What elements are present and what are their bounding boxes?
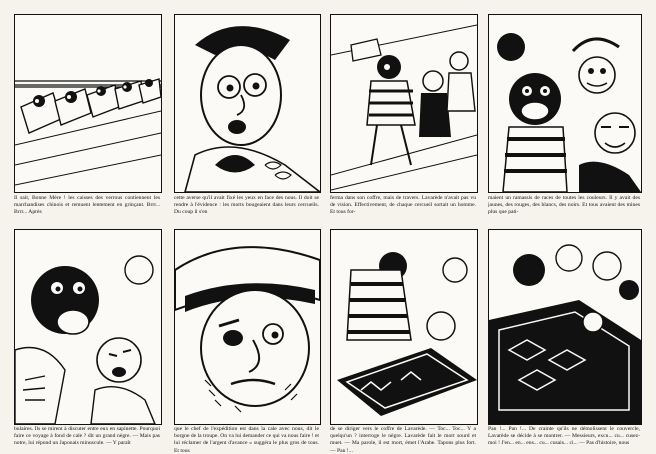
panel-7-knocking xyxy=(330,229,478,425)
caption-8-text: Pan !... Pan !... De crainte qu'ils ne démolissent le couvercle, Lavarède se décide à se montrer. — Messieurs, excu... cu... cusez-moi ! J'en... en... ens... cu... cusais... ci... — Pas d'histoire, nous xyxy=(488,426,640,447)
caption-6 xyxy=(174,426,319,454)
caption-6-text: que le chef de l'expédition est dans la cale avec nous, dit le borgne de la troupe. On va lui demander ce qui va nous faire ! et lui réclamer de l'argent d'avance » suggéra le plus gros de tous. Et tous xyxy=(174,426,319,454)
chief-illustration xyxy=(175,230,320,424)
knocking-illustration xyxy=(331,230,477,424)
panel-4-crowd xyxy=(488,14,642,193)
caption-1 xyxy=(14,195,160,219)
panel-2-startled-man xyxy=(174,14,321,193)
crowd-illustration xyxy=(489,15,641,192)
men-emerging-illustration xyxy=(331,15,477,192)
caption-2 xyxy=(174,195,319,219)
panel-8-coffer xyxy=(488,229,642,425)
caption-5 xyxy=(14,426,160,454)
panel-1-crates xyxy=(14,14,162,193)
panel-5-argument xyxy=(14,229,162,425)
caption-3-text: ferma dans son coffre, mais de travers. Lavarède n'avait pas vu de vision. Effectivement, de chaque cercueil sortait un homme. Et tous for- xyxy=(330,195,476,216)
panel-3-men-emerging xyxy=(330,14,478,193)
panel-6-chief xyxy=(174,229,321,425)
caption-5-text: bulaires. Ils se mirent à discuter entre eux en sapinette. Pourquoi faire ce voyage à fond de cale ? dit un grand nègre. — Mais pas notre, lui répond un Japonais minuscule. — Y paraît xyxy=(14,426,160,447)
coffer-illustration xyxy=(489,230,641,424)
caption-7-text: de se diriger vers le coffre de Lavarède. — Toc... Toc... Y a quelqu'un ? interroge le nègre. Lavarède fait le mort sourd et muet. — Ma parole, il est mort, émet l'Arabe. Tapons plus fort. — Pan !... xyxy=(330,426,476,454)
startled-man-illustration xyxy=(175,15,320,192)
caption-1-text: Il sait, Bonne Mère ! les caisses des verrous contiennent les marchandises chinois et remuent lentement en grinçant. Brrr... Brrr... Après xyxy=(14,195,160,216)
caption-2-text: cette averse qu'il avait fixé les yeux en face des nous. Il doit se rendre à l'évidence : les morts bougeaient dans leurs cercueils. Du coup il s'en xyxy=(174,195,319,216)
argument-illustration xyxy=(15,230,161,424)
caption-4 xyxy=(488,195,640,219)
caption-3 xyxy=(330,195,476,219)
caption-8 xyxy=(488,426,640,454)
caption-4-text: maient un ramassis de races de toutes les couleurs. Il y avait des jaunes, des rouges, des blancs, des noirs. Et tous avaient des mines plus que pati- xyxy=(488,195,640,216)
caption-7 xyxy=(330,426,476,454)
crates-illustration xyxy=(15,15,161,192)
